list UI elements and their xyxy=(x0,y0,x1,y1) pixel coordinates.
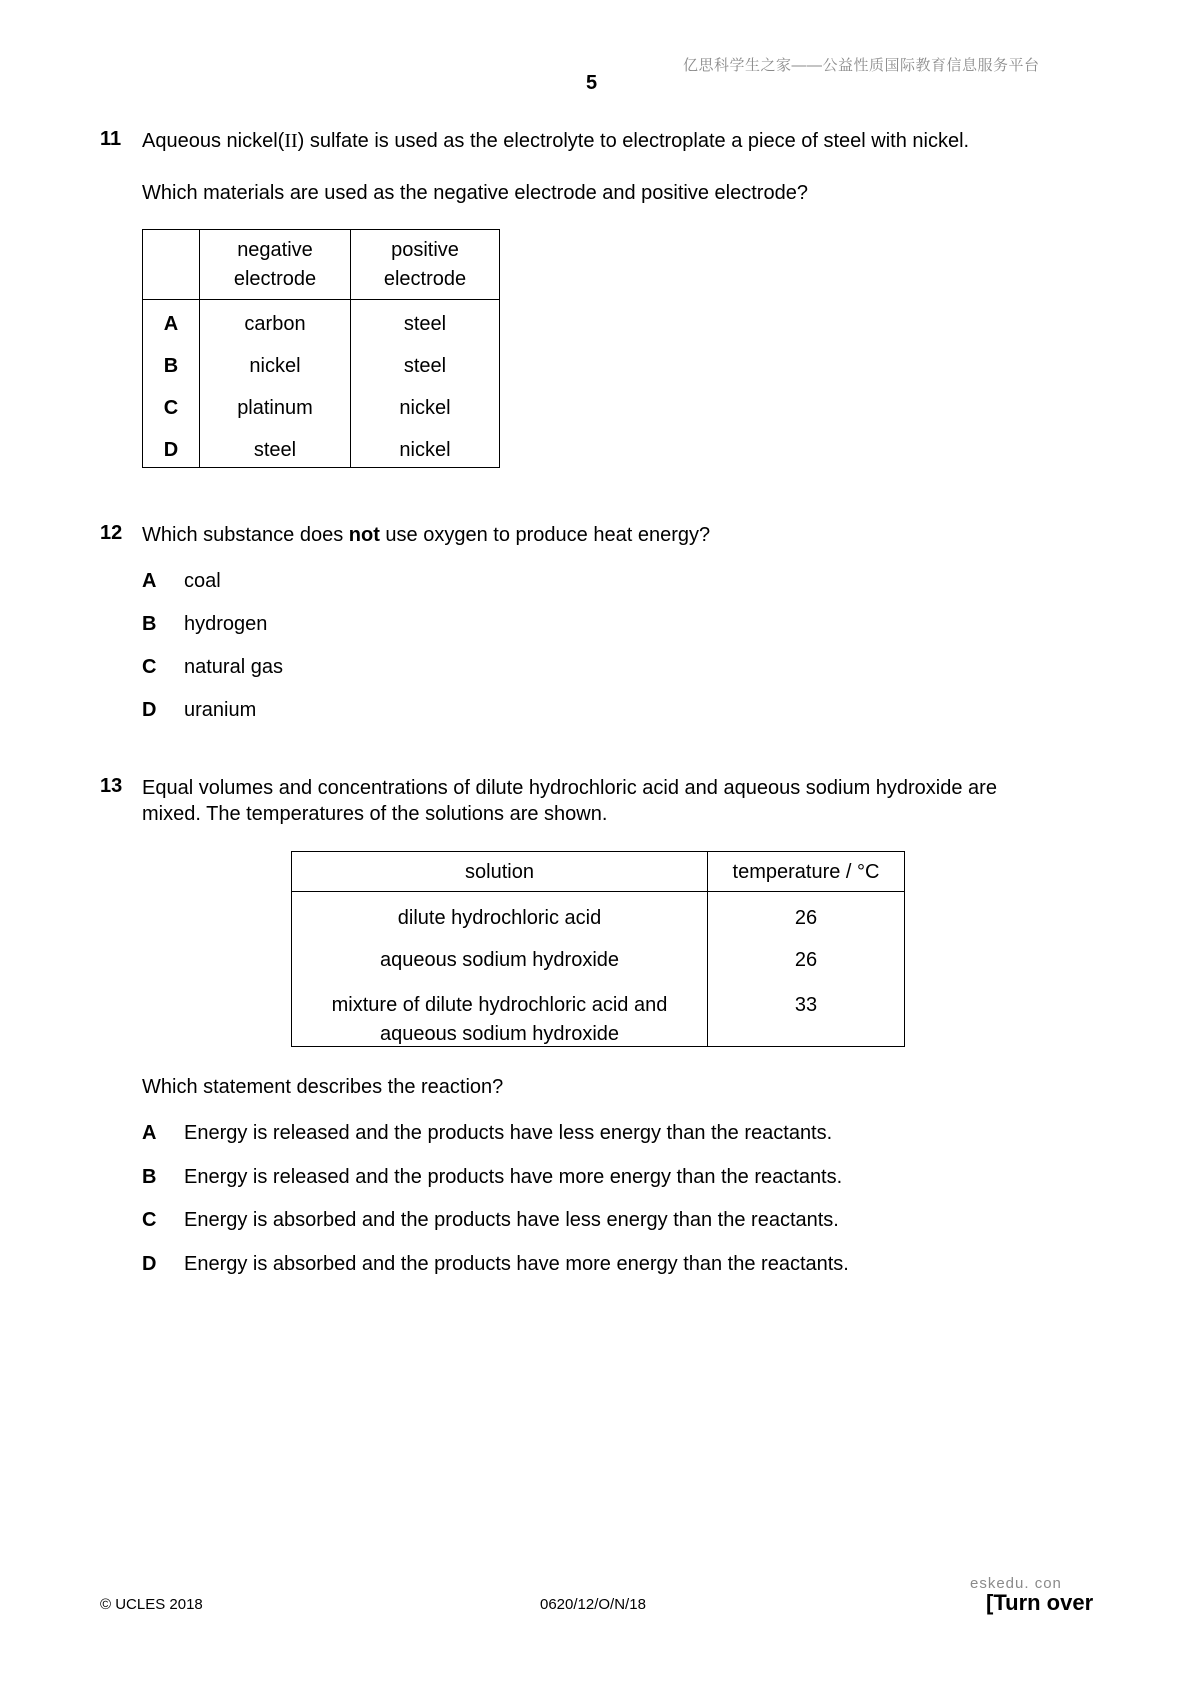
q13-text-line2: mixed. The temperatures of the solutions are shown. xyxy=(142,803,608,825)
q13-row-temperature: 26 xyxy=(794,907,818,929)
q13-option-letter: C xyxy=(142,1209,157,1231)
q11-header-positive xyxy=(351,236,499,294)
q13-table-body xyxy=(292,907,904,1051)
page-number: 5 xyxy=(586,72,598,94)
q13-row-solution xyxy=(292,991,707,1049)
site-watermark: eskedu. con xyxy=(970,1575,1062,1592)
question-13-prompt: Which statement describes the reaction? xyxy=(142,1076,504,1098)
q13-row-solution-line1: aqueous sodium hydroxide xyxy=(379,949,620,971)
question-13-number: 13 xyxy=(100,775,123,797)
table-row xyxy=(143,355,499,397)
q13-row-temperature: 26 xyxy=(794,949,818,971)
q12-option-text: natural gas xyxy=(184,656,283,678)
q13-header-solution: solution xyxy=(465,861,534,883)
q13-header-temperature: temperature / °C xyxy=(732,861,880,883)
q11-header-negative-line2: electrode xyxy=(233,268,317,290)
q12-text-pre: Which substance does xyxy=(142,524,349,546)
q11-header-negative-line1: negative xyxy=(237,239,313,261)
q13-row-solution xyxy=(292,907,707,930)
q11-header-negative xyxy=(200,236,350,294)
q11-header-positive-line2: electrode xyxy=(383,268,467,290)
q12-option-letter: B xyxy=(142,613,157,635)
q11-row-negative: steel xyxy=(253,439,297,461)
q13-row-solution-line2: aqueous sodium hydroxide xyxy=(379,1023,620,1045)
q11-table xyxy=(142,229,500,468)
q12-option-text: hydrogen xyxy=(184,613,268,635)
q13-row-solution xyxy=(292,949,707,972)
q11-header-positive-line1: positive xyxy=(391,239,459,261)
q13-text-line1: Equal volumes and concentrations of dilute hydrochloric acid and aqueous sodium hydroxide are xyxy=(142,777,997,799)
question-12-number: 12 xyxy=(100,522,123,544)
q11-row-positive: nickel xyxy=(399,439,451,461)
q13-option-text: Energy is released and the products have less energy than the reactants. xyxy=(184,1122,833,1144)
q11-row-positive: steel xyxy=(403,313,447,335)
q12-option-letter: A xyxy=(142,570,157,592)
watermark-text: 亿思科学生之家——公益性质国际教育信息服务平台 xyxy=(683,57,1040,74)
q11-text-post: ) sulfate is used as the electrolyte to electroplate a piece of steel with nickel. xyxy=(297,130,970,152)
table-row xyxy=(143,313,499,355)
question-11-prompt: Which materials are used as the negative electrode and positive electrode? xyxy=(142,182,808,204)
q13-row-solution-line1: mixture of dilute hydrochloric acid and xyxy=(331,994,668,1016)
q13-table xyxy=(291,851,905,1047)
q12-option-letter: C xyxy=(142,656,157,678)
q13-option-letter: A xyxy=(142,1122,157,1144)
question-12-stem xyxy=(142,522,710,548)
q11-row-positive: steel xyxy=(403,355,447,377)
turn-over: [Turn over xyxy=(986,1590,1094,1615)
q13-option-text: Energy is absorbed and the products have less energy than the reactants. xyxy=(184,1209,839,1231)
q11-row-negative: carbon xyxy=(244,313,306,335)
q12-option-text: coal xyxy=(184,570,221,592)
table-row xyxy=(143,439,499,481)
q12-option-letter: D xyxy=(142,699,157,721)
paper-code: 0620/12/O/N/18 xyxy=(540,1596,646,1613)
q11-table-body xyxy=(143,313,499,481)
q12-text-post: use oxygen to produce heat energy? xyxy=(379,524,711,546)
table-row xyxy=(292,991,904,1051)
q12-text-bold: not xyxy=(348,524,380,546)
question-13-stem xyxy=(142,775,997,827)
q13-option-text: Energy is released and the products have more energy than the reactants. xyxy=(184,1165,843,1188)
q11-row-positive: nickel xyxy=(399,397,451,419)
question-11-number: 11 xyxy=(100,128,122,150)
table-row xyxy=(292,907,904,949)
table-row xyxy=(143,397,499,439)
copyright: © UCLES 2018 xyxy=(100,1596,203,1613)
q11-row-negative: platinum xyxy=(237,397,313,419)
q11-row-letter: D xyxy=(163,439,179,461)
q13-row-solution-line1: dilute hydrochloric acid xyxy=(397,907,602,929)
q11-row-letter: B xyxy=(163,355,179,377)
q11-row-negative: nickel xyxy=(249,355,301,377)
question-11-stem xyxy=(142,128,969,154)
q11-row-letter: C xyxy=(163,397,179,419)
q11-text-pre: Aqueous nickel( xyxy=(142,130,285,152)
q13-row-temperature: 33 xyxy=(794,994,818,1016)
q11-row-letter: A xyxy=(163,313,179,335)
q13-option-letter: B xyxy=(142,1165,157,1188)
q12-option-text: uranium xyxy=(184,699,257,721)
q11-roman: II xyxy=(284,130,298,152)
table-row xyxy=(292,949,904,991)
q13-option-text: Energy is absorbed and the products have more energy than the reactants. xyxy=(184,1252,849,1275)
q13-option-letter: D xyxy=(142,1252,157,1275)
